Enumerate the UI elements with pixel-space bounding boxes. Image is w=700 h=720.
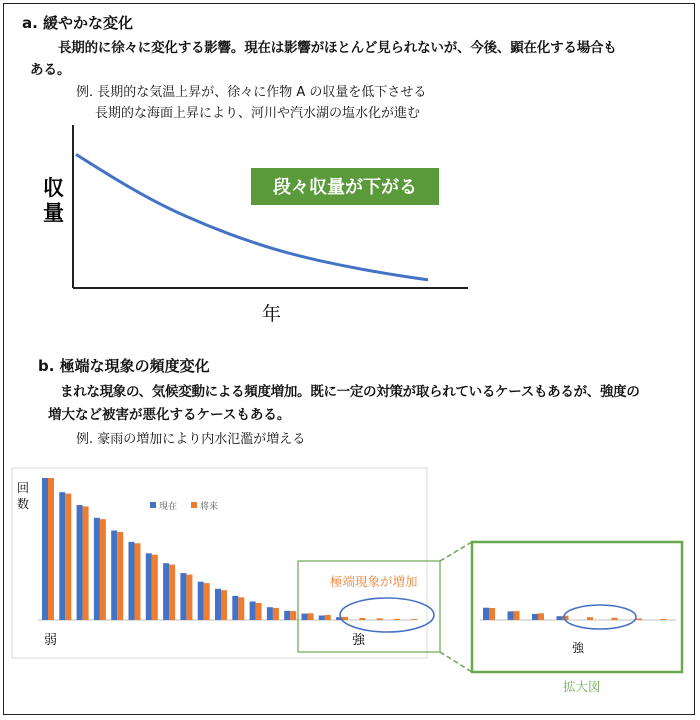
- section-a-example-line1: 例. 長期的な気温上昇が、徐々に作物 A の収量を低下させる: [76, 85, 427, 100]
- section-a-desc-line1: 長期的に徐々に変化する影響。現在は影響がほとんど見られないが、今後、顕在化する場合も: [58, 40, 617, 56]
- frequency-chart-x-strong: 強: [352, 633, 366, 648]
- zoom-connector-bottom: [440, 652, 472, 672]
- zoom-bar-future-14: [489, 608, 495, 620]
- bar-future-12: [256, 603, 262, 620]
- bar-future-18: [359, 618, 365, 620]
- zoom-caption: 拡大図: [563, 679, 601, 694]
- extreme-ellipse: [340, 598, 434, 632]
- bar-current-16: [319, 616, 325, 621]
- bar-current-13: [267, 607, 273, 620]
- bar-current-15: [302, 614, 308, 620]
- bar-future-0: [48, 478, 54, 620]
- frequency-bars: [42, 478, 417, 620]
- section-a-desc-line2: ある。: [30, 62, 71, 78]
- bar-current-4: [111, 531, 117, 621]
- bar-future-16: [325, 615, 331, 620]
- decline-chart-xlabel: 年: [262, 303, 282, 325]
- frequency-chart-x-weak: 弱: [44, 633, 58, 648]
- section-b-desc-line2: 増大など被害が悪化するケースもある。: [48, 407, 291, 423]
- decline-callout-text: 段々収量が下がる: [273, 177, 417, 198]
- bar-current-7: [163, 563, 169, 620]
- bar-future-3: [100, 519, 106, 620]
- frequency-chart-ylabel-1: 回: [17, 481, 30, 495]
- bar-future-10: [221, 590, 227, 620]
- bar-current-9: [198, 582, 204, 620]
- section-b-heading: b. 極端な現象の頻度変化: [38, 357, 210, 375]
- section-a-heading: a. 緩やかな変化: [22, 14, 134, 32]
- bar-current-14: [284, 611, 290, 620]
- zoom-bar-future-18: [587, 617, 593, 620]
- bar-current-3: [94, 518, 100, 620]
- bar-future-19: [377, 618, 383, 620]
- zoom-bar-future-15: [514, 611, 520, 620]
- zoom-bar-future-21: [661, 619, 667, 620]
- zoom-bar-current-14: [483, 608, 489, 620]
- bar-future-14: [290, 611, 296, 620]
- legend-current-swatch: [150, 502, 156, 508]
- bar-current-11: [232, 596, 238, 620]
- bar-current-2: [77, 505, 83, 620]
- bar-future-17: [342, 617, 348, 620]
- bar-current-10: [215, 589, 221, 620]
- zoom-connector-top: [440, 542, 472, 561]
- bar-future-9: [204, 583, 210, 620]
- bar-future-1: [65, 494, 71, 620]
- bar-current-6: [146, 553, 152, 620]
- bar-current-8: [180, 573, 186, 620]
- bar-future-13: [273, 608, 279, 620]
- legend-future-label: 将来: [200, 502, 219, 512]
- frequency-chart-ylabel-2: 数: [17, 497, 30, 511]
- bar-future-5: [135, 543, 141, 620]
- zoom-bar-future-16: [538, 613, 544, 620]
- zoom-bar-current-16: [532, 614, 538, 620]
- bar-future-20: [394, 619, 400, 620]
- section-b-desc-line1: まれな現象の、気候変動による頻度増加。既に一定の対策が取られているケースもあるが、強度の: [60, 384, 640, 400]
- bar-future-15: [308, 613, 314, 620]
- legend-current-label: 現在: [159, 502, 178, 512]
- bar-future-4: [117, 532, 123, 620]
- bar-current-12: [250, 602, 256, 621]
- extreme-annotation: 極端現象が増加: [330, 574, 418, 589]
- decline-chart: [0, 0, 700, 340]
- bar-current-0: [42, 478, 48, 620]
- bar-future-7: [169, 565, 175, 620]
- section-a-example-line2: 長期的な海面上昇により、河川や汽水湖の塩水化が進む: [95, 106, 421, 121]
- zoom-x-strong: 強: [572, 641, 585, 655]
- bar-future-21: [411, 619, 417, 620]
- bar-future-8: [186, 575, 192, 620]
- zoom-bar-future-20: [636, 619, 642, 621]
- legend-future-swatch: [191, 502, 197, 508]
- bar-future-11: [238, 597, 244, 620]
- zoom-bar-current-17: [557, 616, 563, 620]
- zoom-bar-future-19: [612, 618, 618, 620]
- decline-chart-ylabel-2: 量: [43, 201, 64, 225]
- bar-current-5: [129, 542, 135, 620]
- bar-current-1: [59, 492, 65, 620]
- bar-future-2: [83, 506, 89, 620]
- bar-future-6: [152, 555, 158, 620]
- zoom-bar-current-15: [508, 611, 514, 620]
- section-b-example-line1: 例. 豪雨の増加により内水氾濫が増える: [76, 432, 306, 447]
- frequency-chart: [0, 460, 700, 720]
- decline-chart-ylabel-1: 収: [43, 176, 64, 200]
